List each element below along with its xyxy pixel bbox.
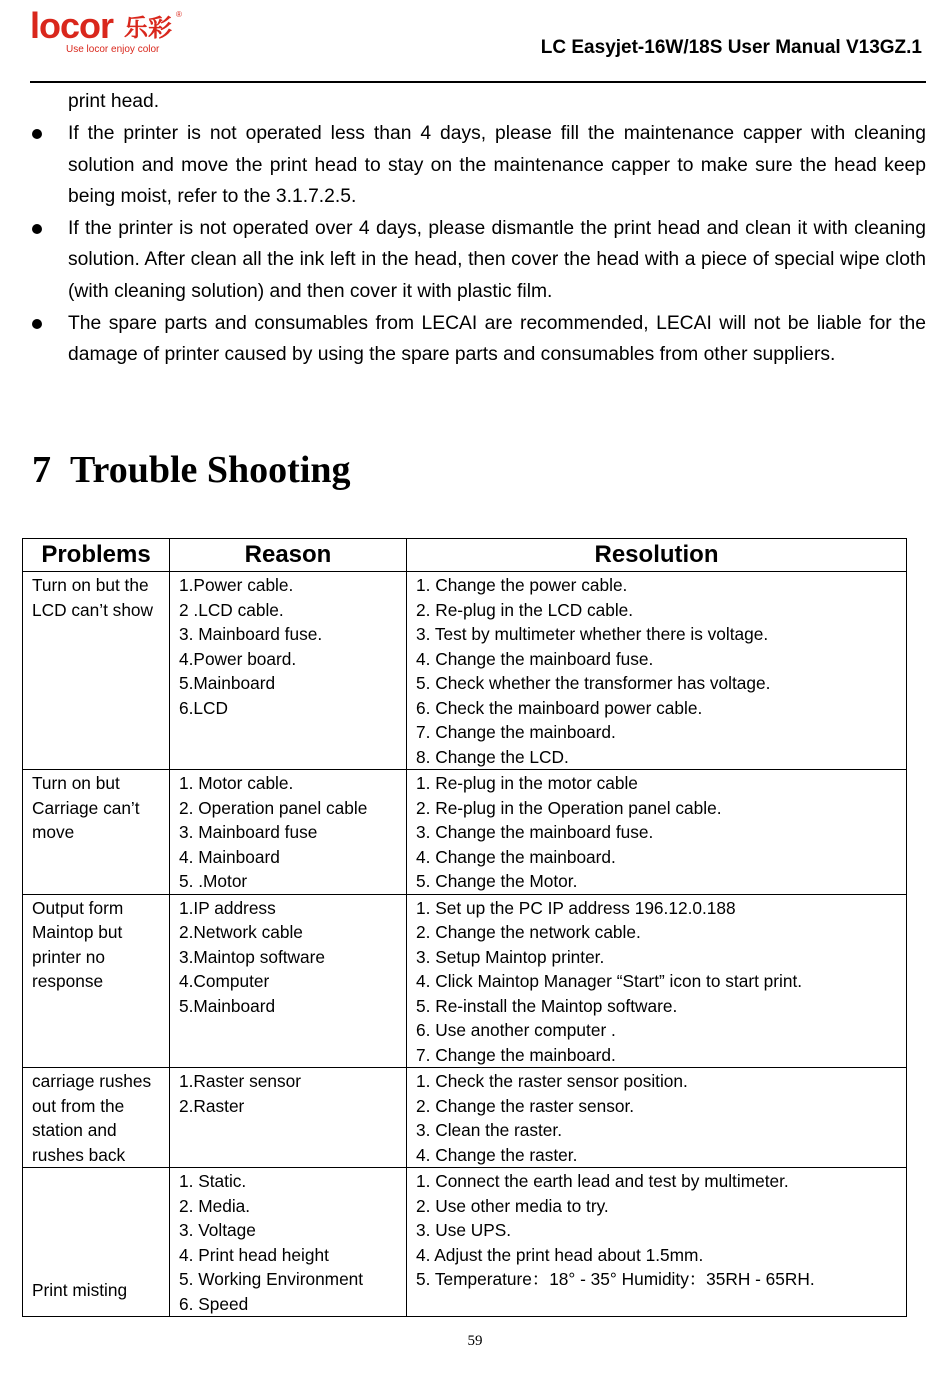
resolution-item: 3. Change the mainboard fuse.	[416, 822, 654, 842]
reason-cell	[170, 770, 407, 895]
header-resolution: Resolution	[407, 539, 907, 572]
page-number: 59	[467, 1333, 483, 1349]
resolution-item: 6. Check the mainboard power cable.	[416, 697, 703, 718]
problem-cell: carriage rushes out from the station and rushes back	[23, 1068, 170, 1168]
section-title: Trouble Shooting	[70, 449, 351, 491]
resolution-cell	[407, 1168, 907, 1317]
table-row	[23, 770, 907, 895]
reason-item: 2.Network cable	[179, 922, 303, 942]
reason-item: 2 .LCD cable.	[179, 599, 284, 620]
brand-logo	[30, 5, 190, 60]
logo-chinese-mark: 乐彩	[124, 14, 172, 42]
reason-cell	[170, 1168, 407, 1317]
resolution-item: 7. Change the mainboard.	[416, 1044, 616, 1065]
resolution-item: 1. Re-plug in the motor cable	[416, 773, 638, 793]
resolution-item: 5. Change the Motor.	[416, 871, 578, 891]
logo-registered-mark: ®	[176, 10, 182, 19]
reason-item: 5. .Motor	[179, 871, 248, 891]
resolution-item: 4. Adjust the print head about 1.5mm.	[416, 1244, 704, 1265]
trouble-shooting-table	[22, 538, 907, 1317]
resolution-cell	[407, 572, 907, 770]
reason-cell	[170, 572, 407, 770]
resolution-item: 3. Clean the raster.	[416, 1120, 563, 1140]
resolution-item: 5. Re-install the Maintop software.	[416, 995, 678, 1016]
reason-item: 2. Operation panel cable	[179, 797, 368, 818]
resolution-item: 3. Use UPS.	[416, 1220, 512, 1240]
bullet-text: If the printer is not operated less than 4 days, please fill the maintenance capper with cleaning solution and move the print head to stay on the maintenance capper to make sure the head keep being moist, refer to the 3.1.7.2.5.	[68, 123, 926, 208]
resolution-item: 4. Change the mainboard fuse.	[416, 648, 654, 669]
resolution-item: 1. Connect the earth lead and test by multimeter.	[416, 1171, 789, 1191]
reason-item: 5. Working Environment	[179, 1269, 364, 1289]
resolution-cell	[407, 894, 907, 1068]
table-row	[23, 572, 907, 770]
bullet-text: If the printer is not operated over 4 days, please dismantle the print head and clean it with cleaning solution. After clean all the ink left in the head, then cover the head with a piece of special wipe cloth (with cleaning solution) and then cover it with plastic film.	[68, 217, 926, 302]
reason-cell	[170, 1068, 407, 1168]
bullet-dot-icon	[32, 319, 42, 329]
resolution-item: 4. Click Maintop Manager “Start” icon to start print.	[416, 971, 803, 991]
header-divider	[30, 81, 926, 83]
table-row	[23, 1168, 907, 1317]
header-reason: Reason	[170, 539, 407, 572]
resolution-item: 4. Change the mainboard.	[416, 846, 616, 867]
resolution-item: 2. Change the raster sensor.	[416, 1095, 635, 1116]
resolution-item: 2. Re-plug in the Operation panel cable.	[416, 797, 722, 818]
reason-item: 5.Mainboard	[179, 995, 276, 1016]
reason-item: 1. Static.	[179, 1171, 247, 1191]
resolution-item: 4. Change the raster.	[416, 1144, 578, 1165]
reason-item: 3. Mainboard fuse	[179, 822, 318, 842]
resolution-item: 1. Change the power cable.	[416, 575, 628, 595]
resolution-item: 8. Change the LCD.	[416, 746, 569, 767]
problem-cell: Print misting	[23, 1168, 170, 1317]
problem-cell: Output form Maintop but printer no response	[23, 894, 170, 1068]
logo-wordmark: locor	[30, 5, 114, 46]
reason-item: 1. Motor cable.	[179, 773, 294, 793]
resolution-item: 5. Temperature：18° - 35° Humidity：35RH - 65RH.	[416, 1269, 815, 1289]
bullet-item	[28, 308, 926, 371]
bullet-list	[28, 118, 926, 371]
continuation-text: print head.	[68, 91, 160, 112]
reason-item: 1.IP address	[179, 897, 276, 918]
resolution-item: 2. Use other media to try.	[416, 1195, 609, 1216]
logo-tagline: Use locor enjoy color	[66, 44, 160, 55]
table-row	[23, 894, 907, 1068]
reason-item: 2.Raster	[179, 1095, 245, 1116]
table-row	[23, 1068, 907, 1168]
bullet-dot-icon	[32, 129, 42, 139]
problem-cell: Turn on but Carriage can’t move	[23, 770, 170, 895]
bullet-item	[28, 118, 926, 213]
reason-item: 3. Mainboard fuse.	[179, 624, 323, 644]
problem-cell: Turn on but the LCD can’t show	[23, 572, 170, 770]
reason-item: 4.Computer	[179, 971, 270, 991]
reason-item: 4.Power board.	[179, 648, 297, 669]
reason-item: 6.LCD	[179, 697, 228, 718]
reason-item: 6. Speed	[179, 1293, 249, 1314]
resolution-item: 3. Test by multimeter whether there is voltage.	[416, 624, 769, 644]
resolution-item: 1. Check the raster sensor position.	[416, 1071, 688, 1091]
reason-cell	[170, 894, 407, 1068]
document-title: LC Easyjet-16W/18S User Manual V13GZ.1	[540, 37, 922, 58]
reason-item: 5.Mainboard	[179, 673, 276, 693]
reason-item: 1.Raster sensor	[179, 1071, 301, 1091]
resolution-item: 6. Use another computer .	[416, 1020, 616, 1040]
bullet-text: The spare parts and consumables from LECAI are recommended, LECAI will not be liable for the damage of printer caused by using the spare parts and consumables from other suppliers.	[68, 312, 926, 366]
resolution-item: 5. Check whether the transformer has voltage.	[416, 673, 771, 693]
reason-item: 3. Voltage	[179, 1220, 256, 1240]
resolution-cell	[407, 770, 907, 895]
reason-item: 2. Media.	[179, 1195, 251, 1216]
reason-item: 4. Mainboard	[179, 846, 280, 867]
section-number: 7	[32, 449, 51, 491]
resolution-item: 1. Set up the PC IP address 196.12.0.188	[416, 897, 736, 918]
header-problems: Problems	[23, 539, 170, 572]
reason-item: 3.Maintop software	[179, 946, 326, 967]
resolution-item: 3. Setup Maintop printer.	[416, 946, 605, 967]
reason-item: 4. Print head height	[179, 1244, 329, 1265]
bullet-item	[28, 213, 926, 308]
reason-item: 1.Power cable.	[179, 575, 294, 595]
resolution-cell	[407, 1068, 907, 1168]
section-heading	[32, 448, 351, 492]
resolution-item: 2. Change the network cable.	[416, 922, 641, 942]
bullet-dot-icon	[32, 224, 42, 234]
resolution-item: 2. Re-plug in the LCD cable.	[416, 599, 634, 620]
resolution-item: 7. Change the mainboard.	[416, 722, 616, 742]
table-header-row	[23, 539, 907, 572]
